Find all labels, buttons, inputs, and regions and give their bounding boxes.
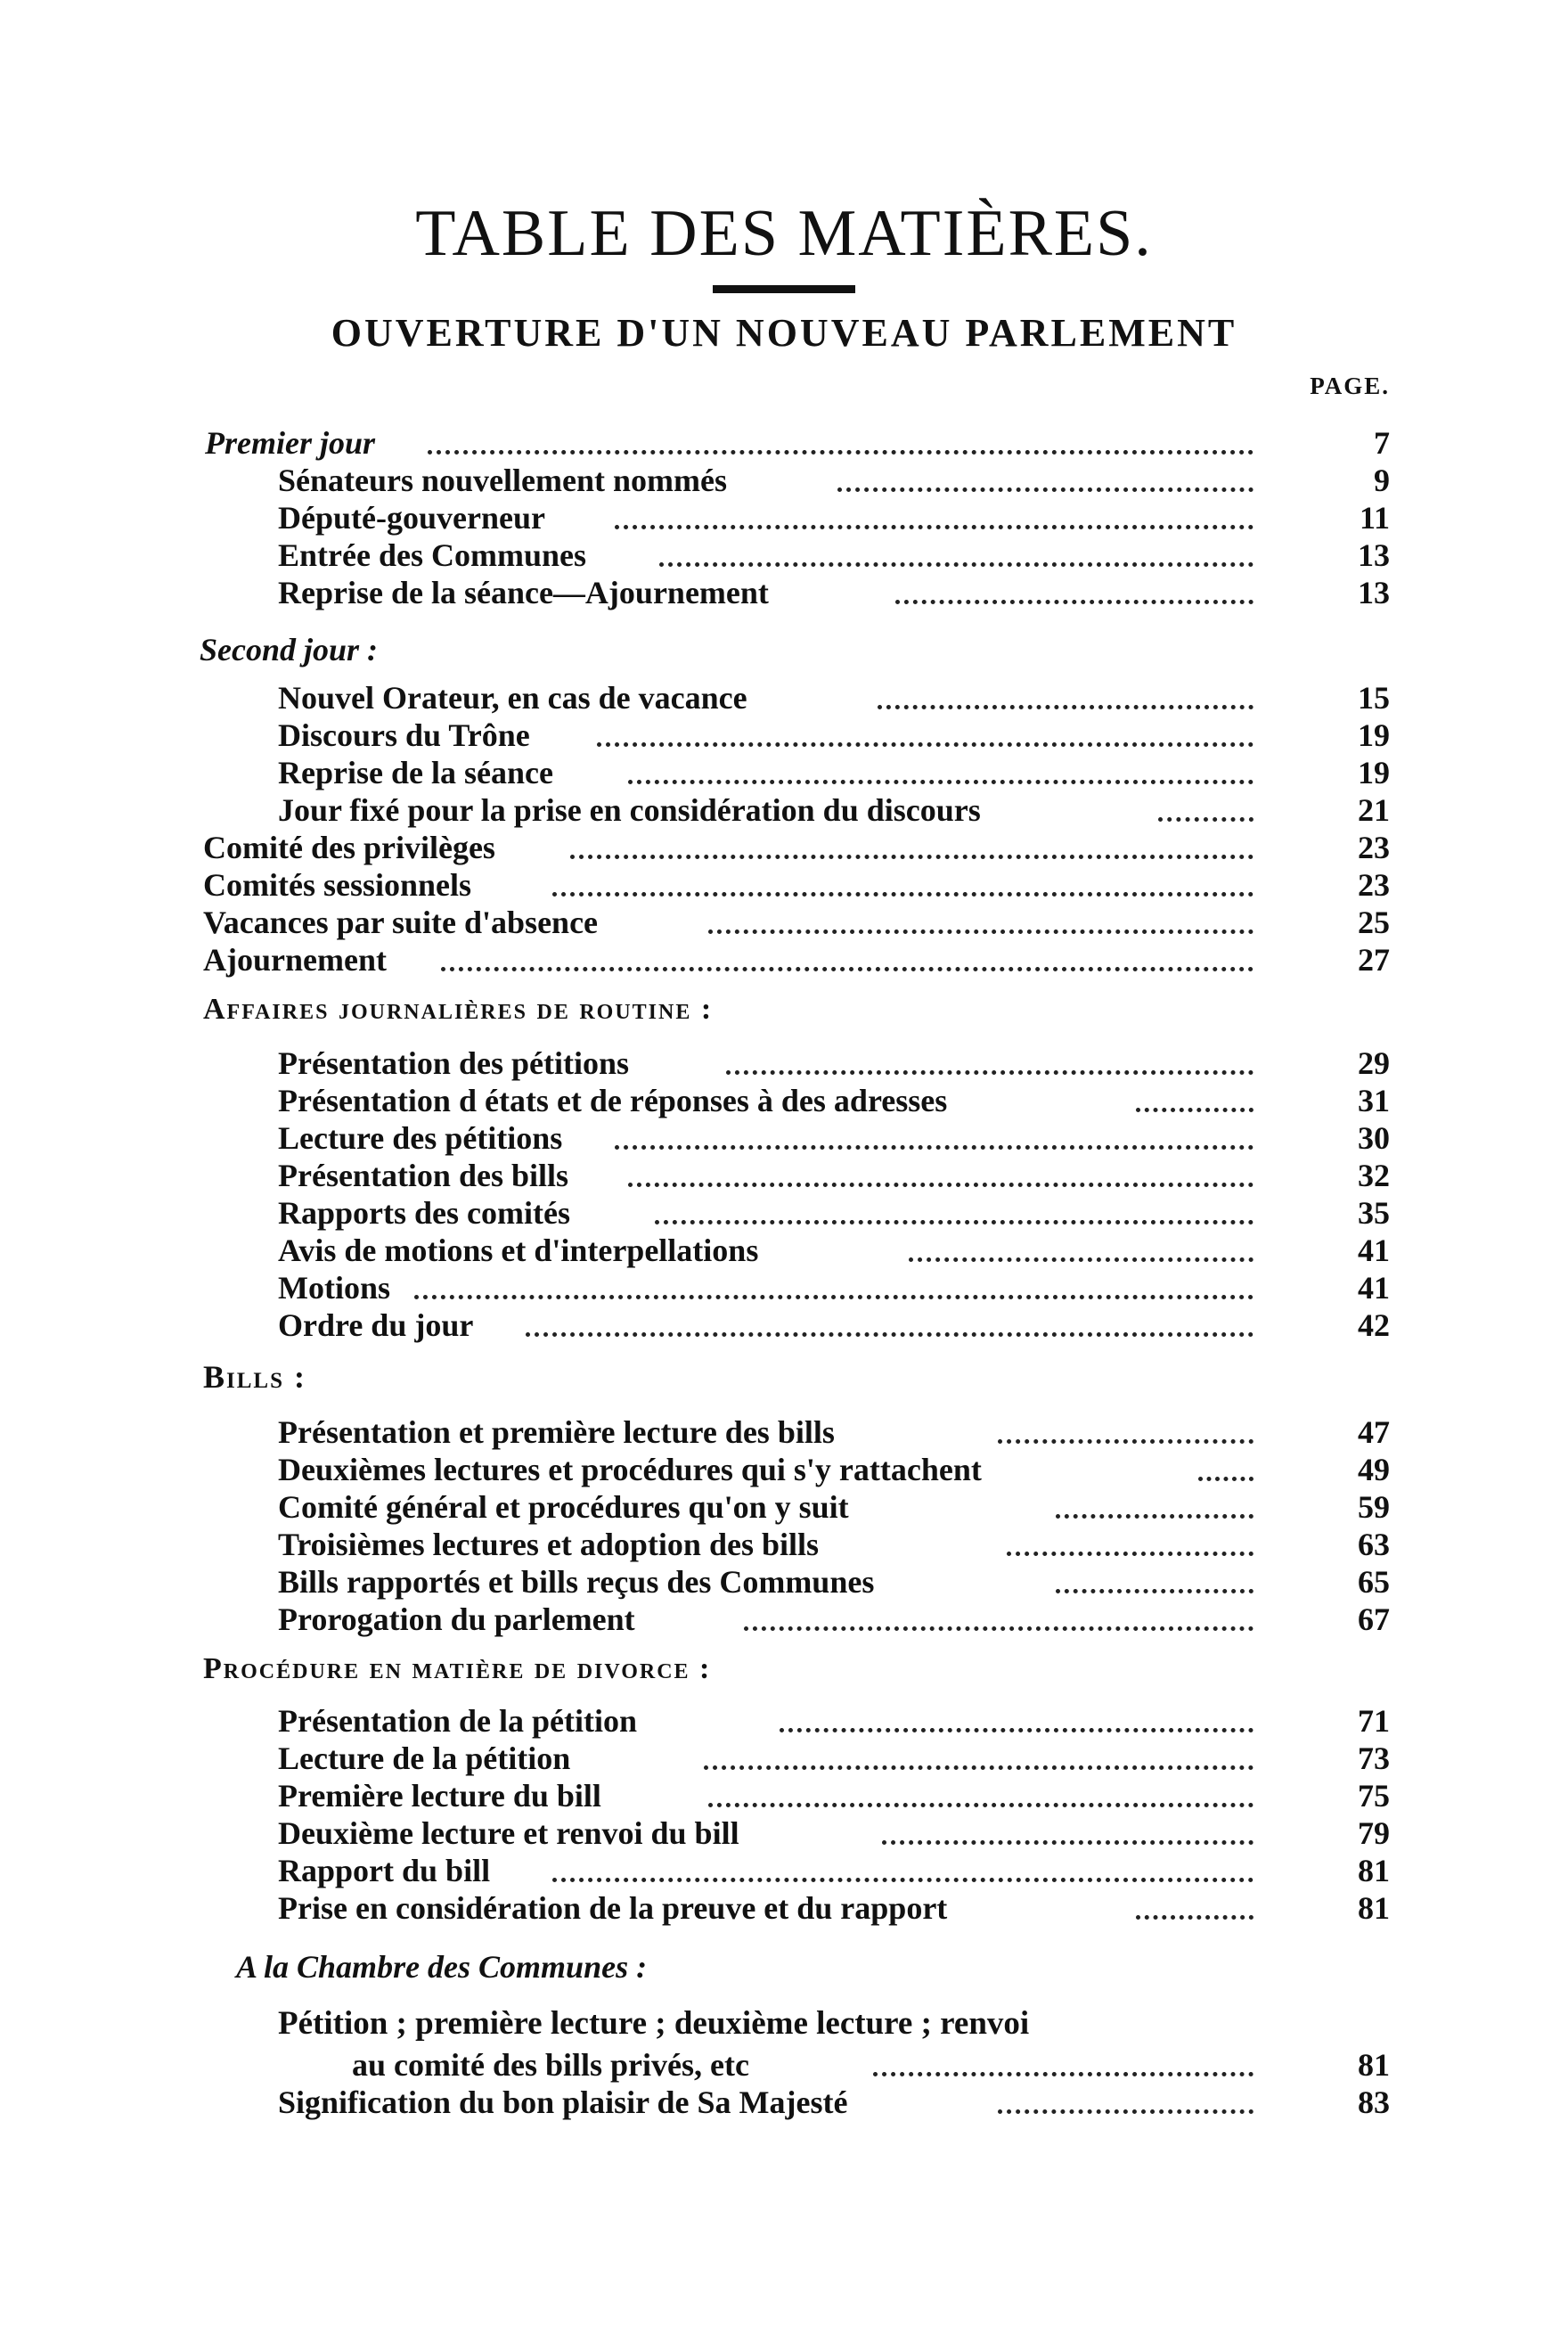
toc-entry [0, 536, 1568, 574]
section-subtitle: OUVERTURE D'UN NOUVEAU PARLEMENT [331, 311, 1237, 355]
toc-entry [0, 1814, 1568, 1852]
entry-text: Premier jour [205, 424, 382, 462]
toc-entry [0, 2084, 1568, 2121]
entry-page: 31 [1358, 1083, 1390, 1118]
toc-entry [0, 904, 1568, 941]
toc-entry [0, 574, 1568, 611]
entry-page: 71 [1358, 1703, 1390, 1739]
dot-leader [1158, 817, 1254, 822]
entry-page: 23 [1358, 867, 1390, 903]
page-title: TABLE DES MATIÈRES. [415, 197, 1153, 270]
entry-page: 73 [1358, 1740, 1390, 1776]
entry-page: 63 [1358, 1527, 1390, 1562]
toc-entry [0, 941, 1568, 979]
dot-leader [1007, 1552, 1254, 1556]
dot-leader [628, 1183, 1254, 1187]
entry-text: Présentation des bills [278, 1157, 576, 1194]
entry-text: Troisièmes lectures et adoption des bills [278, 1526, 826, 1563]
entry-page: 81 [1358, 1890, 1390, 1926]
dot-leader [708, 930, 1254, 934]
dot-leader [615, 1145, 1254, 1150]
toc-entry [0, 1119, 1568, 1157]
title-rule [713, 285, 855, 293]
entry-text: Signification du bon plaisir de Sa Majesté [278, 2084, 854, 2121]
entry-text: Comité général et procédures qu'on y suit [278, 1488, 856, 1526]
section-heading: A la Chambre des Communes : [236, 1949, 648, 1985]
entry-text: Comité des privilèges [203, 829, 502, 866]
entry-text: Entrée des Communes [278, 536, 593, 574]
entry-text: Lecture de la pétition [278, 1740, 577, 1777]
entry-page: 13 [1358, 537, 1390, 573]
entry-text: Présentation d états et de réponses à des adresses [278, 1082, 954, 1119]
toc-entry [0, 829, 1568, 866]
entry-text: Deuxièmes lectures et procédures qui s'y rattachent [278, 1451, 989, 1488]
toc-entry [0, 1044, 1568, 1082]
entry-page: 25 [1358, 905, 1390, 940]
toc-entry [0, 1194, 1568, 1232]
entry-page: 7 [1374, 425, 1390, 461]
dot-leader [659, 562, 1254, 567]
dot-leader [998, 1439, 1254, 1444]
entry-page: 13 [1358, 575, 1390, 610]
dot-leader [909, 1257, 1254, 1262]
toc-entry [0, 1702, 1568, 1740]
dot-leader [628, 780, 1254, 784]
toc-entry [0, 717, 1568, 754]
entry-text: Prorogation du parlement [278, 1601, 642, 1638]
entry-page: 83 [1358, 2084, 1390, 2120]
toc-entry [0, 754, 1568, 791]
dot-leader [655, 1220, 1254, 1224]
dot-leader [780, 1728, 1254, 1732]
toc-entry [0, 2046, 1568, 2084]
dot-leader [744, 1626, 1254, 1631]
entry-page: 67 [1358, 1601, 1390, 1637]
dot-leader [428, 450, 1254, 455]
toc-entry [0, 1232, 1568, 1269]
toc-entry [0, 1563, 1568, 1601]
dot-leader [615, 525, 1254, 529]
toc-entry [0, 1451, 1568, 1488]
entry-page: 30 [1358, 1120, 1390, 1156]
entry-text: Présentation et première lecture des bills [278, 1413, 842, 1451]
entry-text: Présentation des pétitions [278, 1044, 636, 1082]
dot-leader [704, 1765, 1254, 1770]
entry-page: 9 [1374, 463, 1390, 498]
section-heading: Procédure en matière de divorce : [203, 1652, 712, 1685]
entry-text-continued: Pétition ; première lecture ; deuxième lecture ; renvoi [278, 2005, 1030, 2042]
entry-text: Rapport du bill [278, 1852, 497, 1889]
page-column-label: PAGE. [1310, 373, 1390, 399]
dot-leader [882, 1840, 1254, 1845]
entry-page: 47 [1358, 1414, 1390, 1450]
toc-entry [0, 1740, 1568, 1777]
entry-page: 19 [1358, 755, 1390, 790]
dot-leader [597, 742, 1254, 747]
toc-entry [0, 499, 1568, 536]
toc-entry [0, 866, 1568, 904]
toc-entry [0, 791, 1568, 829]
entry-page: 79 [1358, 1815, 1390, 1851]
dot-leader [708, 1803, 1254, 1807]
entry-page: 35 [1358, 1195, 1390, 1231]
entry-page: 32 [1358, 1158, 1390, 1193]
entry-page: 81 [1358, 1853, 1390, 1888]
dot-leader [1136, 1108, 1254, 1112]
entry-text: Motions [278, 1269, 397, 1306]
dot-leader [1136, 1915, 1254, 1920]
dot-leader [878, 705, 1254, 709]
entry-text: Comités sessionnels [203, 866, 478, 904]
toc-entry [0, 1413, 1568, 1451]
dot-leader [998, 2109, 1254, 2114]
entry-text: Avis de motions et d'interpellations [278, 1232, 765, 1269]
entry-text: Bills rapportés et bills reçus des Communes [278, 1563, 881, 1601]
entry-page: 21 [1358, 792, 1390, 828]
dot-leader [837, 487, 1254, 492]
entry-text: Vacances par suite d'absence [203, 904, 605, 941]
dot-leader [414, 1295, 1254, 1299]
entry-text: Reprise de la séance—Ajournement [278, 574, 776, 611]
dot-leader [552, 892, 1254, 897]
dot-leader [895, 600, 1254, 604]
dot-leader [1056, 1514, 1254, 1519]
toc-entry [0, 679, 1568, 717]
entry-text: Prise en considération de la preuve et du rapport [278, 1889, 954, 1927]
toc-entry [0, 1157, 1568, 1194]
entry-text: Discours du Trône [278, 717, 537, 754]
section-heading: Bills : [203, 1359, 306, 1395]
toc-entry [0, 1852, 1568, 1889]
toc-entry [0, 1269, 1568, 1306]
entry-page: 75 [1358, 1778, 1390, 1814]
entry-page: 59 [1358, 1489, 1390, 1525]
entry-text: Deuxième lecture et renvoi du bill [278, 1814, 747, 1852]
dot-leader [726, 1070, 1254, 1075]
entry-text: Première lecture du bill [278, 1777, 608, 1814]
entry-page: 29 [1358, 1045, 1390, 1081]
entry-page: 19 [1358, 717, 1390, 753]
dot-leader [552, 1878, 1254, 1882]
toc-entry [0, 1488, 1568, 1526]
entry-page: 11 [1359, 500, 1390, 536]
entry-page: 49 [1358, 1452, 1390, 1487]
entry-page: 15 [1358, 680, 1390, 716]
entry-text: Lecture des pétitions [278, 1119, 569, 1157]
section-heading: Second jour : [200, 632, 379, 667]
entry-page: 41 [1358, 1270, 1390, 1306]
toc-entry [0, 1306, 1568, 1344]
toc-entry [0, 1601, 1568, 1638]
entry-text: Rapports des comités [278, 1194, 577, 1232]
toc-entry [0, 1082, 1568, 1119]
entry-page: 41 [1358, 1233, 1390, 1268]
entry-text: Député-gouverneur [278, 499, 552, 536]
entry-text: Reprise de la séance [278, 754, 560, 791]
dot-leader [873, 2072, 1254, 2076]
toc-entry [0, 462, 1568, 499]
toc-entry [0, 1526, 1568, 1563]
entry-text: Jour fixé pour la prise en considération du discours [278, 791, 988, 829]
toc-entry [0, 1777, 1568, 1814]
section-heading: Affaires journalières de routine : [203, 993, 714, 1026]
entry-text: Nouvel Orateur, en cas de vacance [278, 679, 755, 717]
entry-text: Ajournement [203, 941, 394, 979]
toc-entry [0, 424, 1568, 462]
entry-text: Présentation de la pétition [278, 1702, 644, 1740]
toc-entry [0, 1889, 1568, 1927]
dot-leader [441, 967, 1254, 971]
entry-text: Ordre du jour [278, 1306, 480, 1344]
entry-page: 65 [1358, 1564, 1390, 1600]
entry-text: Sénateurs nouvellement nommés [278, 462, 734, 499]
entry-page: 27 [1358, 942, 1390, 978]
entry-page: 42 [1358, 1307, 1390, 1343]
dot-leader [1056, 1589, 1254, 1593]
dot-leader [570, 855, 1254, 859]
dot-leader [1198, 1477, 1254, 1481]
entry-page: 23 [1358, 830, 1390, 865]
entry-page: 81 [1358, 2047, 1390, 2083]
dot-leader [526, 1332, 1254, 1337]
entry-text: au comité des bills privés, etc [352, 2046, 756, 2084]
